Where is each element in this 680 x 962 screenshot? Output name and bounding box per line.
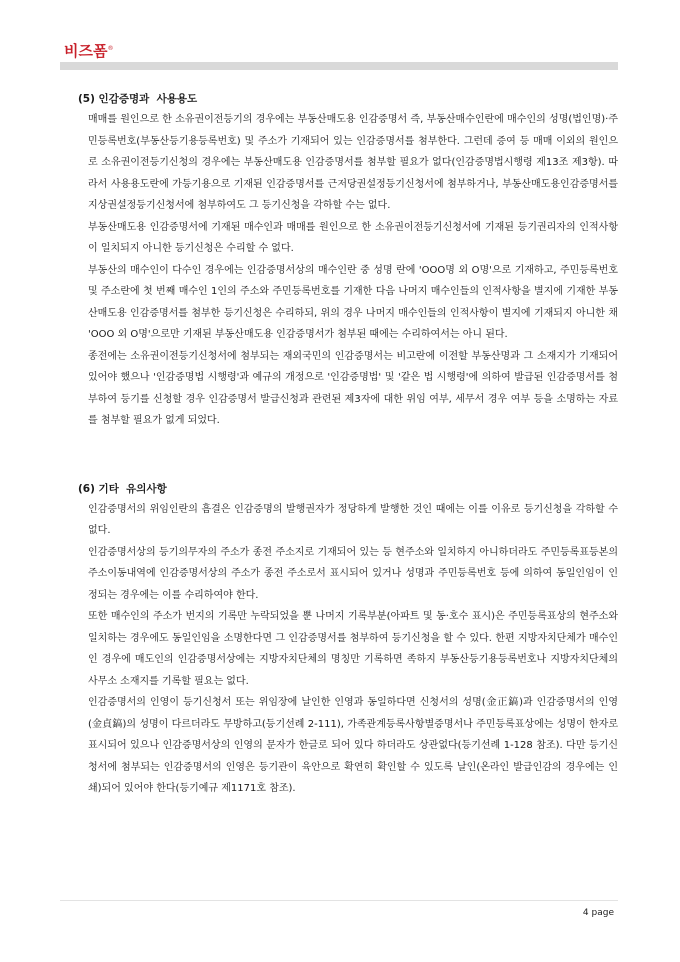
paragraph: 인감증명서상의 등기의무자의 주소가 종전 주소지로 기재되어 있는 등 현주소와 일치하지 아니하더라도 주민등록표등본의 주소이동내역에 인감증명서상의 주소가 종전 주소로서 표시되어 있거나 성명과 주민등록번호 등에 의하여 동일인임이 인정되는 경우에는 이를 수리하여야 한다.	[88, 546, 618, 601]
paragraph: 또한 매수인의 주소가 번지의 기록만 누락되었을 뿐 나머지 기록부분(아파트 및 동·호수 표시)은 주민등록표상의 현주소와 일치하는 경우에도 동일인임을 소명한다면 그 인감증명서를 첨부하여 등기신청을 할 수 있다. 한편 지방자치단체가 매수인인 경우에 매도인의 인감증명서상에는 지방자치단체의 명칭만 기록하면 족하지 부동산등기용등록번호나 지방자치단체의 사무소 소재지를 기록할 필요는 없다.	[88, 611, 618, 687]
section-title: (5) 인감증명과 사용용도	[78, 93, 198, 105]
paragraph: 부동산의 매수인이 다수인 경우에는 인감증명서상의 매수인란 중 성명 란에 'OOO명 외 O명'으로 기재하고, 주민등록번호 및 주소란에 첫 번째 매수인 1인의 주소와 주민등록번호를 기재한 다음 나머지 매수인들의 인적사항을 별지에 기재한 부동산매도용 인감증명서를 첨부한 등기신청은 수리하되, 위의 경우 나머지 매수인들의 인적사항이 별지에 기재되지 아니한 채 'OOO 외 O명'으로만 기재된 부동산매도용 인감증명서가 첨부된 때에는 수리하여서는 아니 된다.	[88, 264, 618, 340]
paragraph: 매매를 원인으로 한 소유권이전등기의 경우에는 부동산매도용 인감증명서 즉, 부동산매수인란에 매수인의 성명(법인명)·주민등록번호(부동산등기용등록번호) 및 주소가 기재되어 있는 인감증명서를 첨부한다. 그런데 증여 등 매매 이외의 원인으로 소유권이전등기신청의 경우에는 부동산매도용 인감증명서를 첨부할 필요가 없다(인감증명법시행령 제13조 제3항). 따라서 사용용도란에 가등기용으로 기재된 인감증명서를 근저당권설정등기신청서에 첨부하거나, 부동산매도용인감증명서를 지상권설정등기신청서에 첨부하여도 그 등기신청을 각하할 수는 없다.	[88, 114, 618, 211]
paragraph: 부동산매도용 인감증명서에 기재된 매수인과 매매를 원인으로 한 소유권이전등기신청서에 기재된 등기권리자의 인적사항이 일치되지 아니한 등기신청은 수리할 수 없다.	[88, 221, 618, 254]
footer-divider	[60, 900, 618, 901]
paragraph: 인감증명서의 인영이 등기신청서 또는 위임장에 날인한 인영과 동일하다면 신청서의 성명(金正鎬)과 인감증명서의 인영(金貞鎬)의 성명이 다르더라도 무방하고(등기선례 2-111), 가족관계등록사항별증명서나 주민등록표상에는 성명이 한자로 표시되어 있으나 인감증명서상의 인영의 문자가 한글로 되어 있다 하더라도 상관없다(등기선례 1-128 참조). 다만 등기신청서에 첨부되는 인감증명서의 인영은 등기관이 육안으로 확연히 확인할 수 있도록 날인(온라인 발급인감의 경우에는 인쇄)되어 있어야 한다(등기예규 제1171호 참조).	[88, 697, 618, 794]
section-other-notes	[78, 480, 618, 800]
document-body	[78, 90, 618, 800]
section-seal-certificate-usage	[78, 90, 618, 432]
page-number: 4 page	[582, 908, 614, 918]
header-bar	[60, 62, 618, 70]
section-title: (6) 기타 유의사항	[78, 482, 167, 495]
paragraph: 종전에는 소유권이전등기신청서에 첨부되는 재외국민의 인감증명서는 비고란에 이전할 부동산명과 그 소재지가 기재되어 있어야 했으나 '인감증명법 시행령'과 예규의 개정으로 '인감증명법' 및 '같은 법 시행령'에 의하여 발급된 인감증명서를 첨부하여 등기를 신청할 경우 인감증명서 발급신청과 관련된 제3자에 대한 위임 여부, 세무서 경우 여부 등을 소명하는 자료를 첨부할 필요가 없게 되었다.	[88, 350, 618, 426]
paragraph: 인감증명서의 위임인란의 흠결은 인감증명의 발행권자가 정당하게 발행한 것인 때에는 이를 이유로 등기신청을 각하할 수 없다.	[88, 503, 618, 536]
bizforms-logo: 비즈폼®	[64, 42, 114, 60]
